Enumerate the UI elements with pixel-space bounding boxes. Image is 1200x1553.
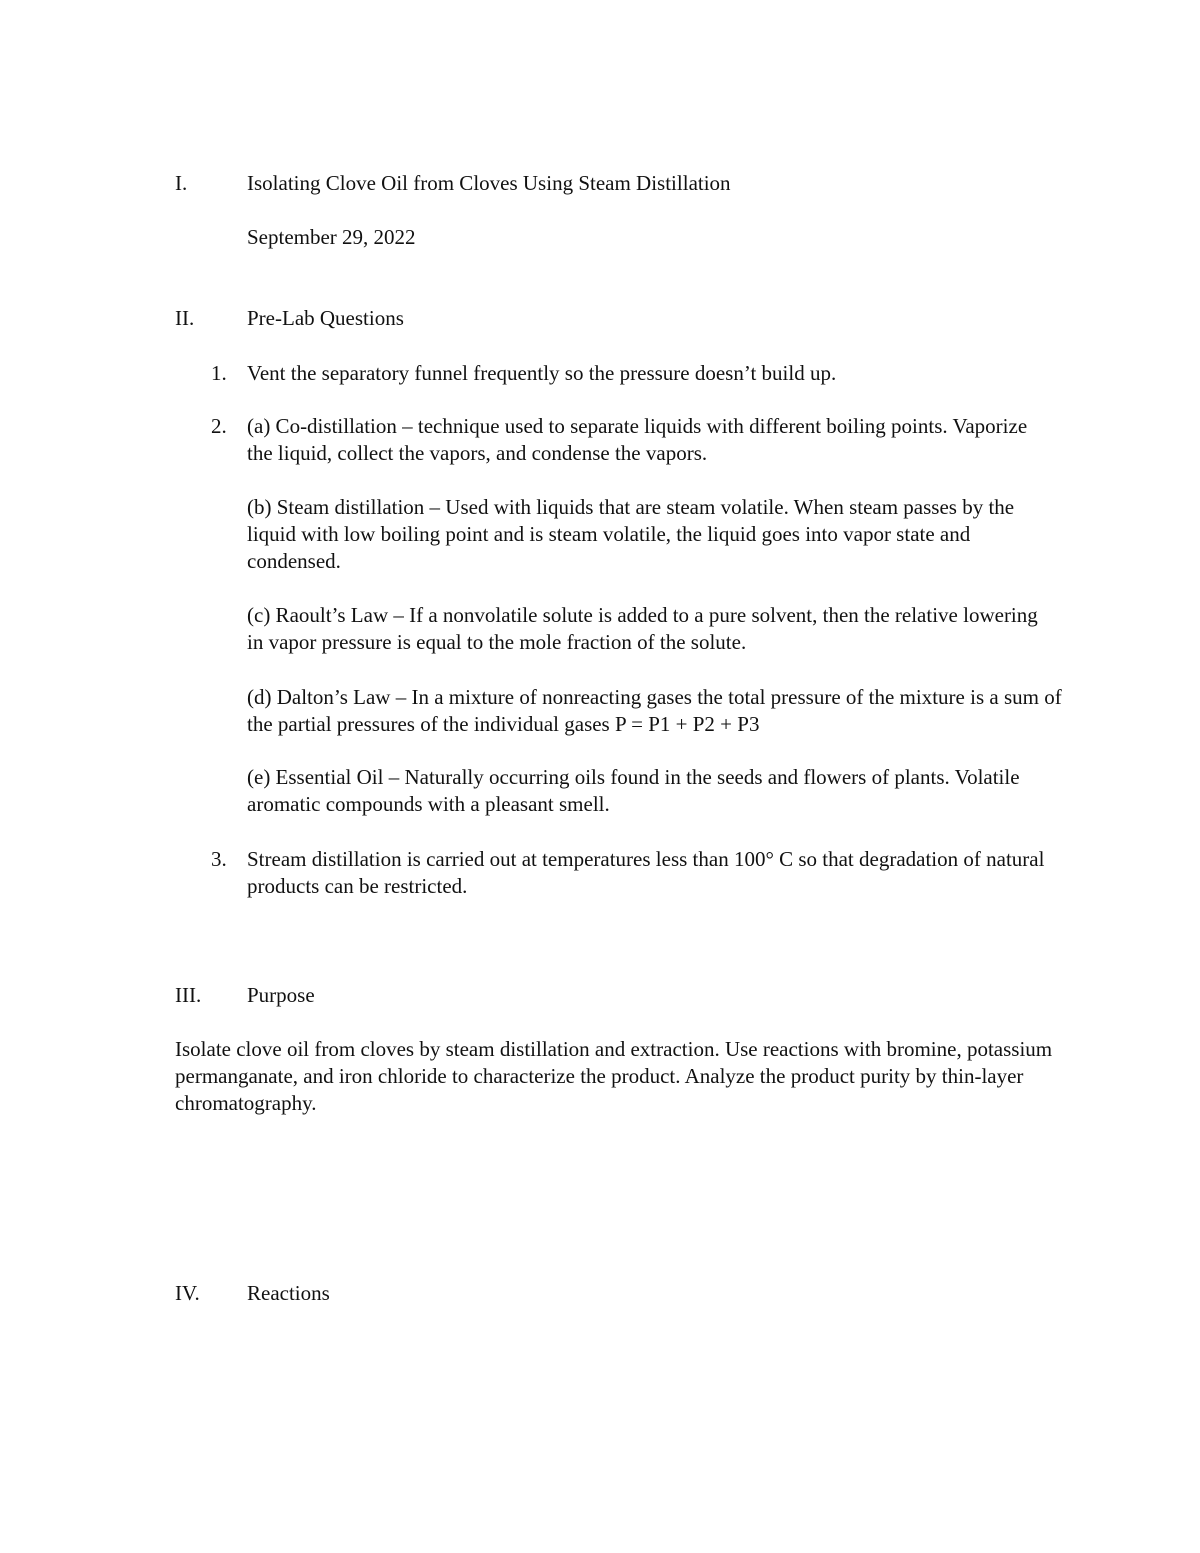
question-1-answer: Vent the separatory funnel frequently so the pressure doesn’t build up. <box>247 361 837 385</box>
section-4-numeral: IV. <box>175 1281 200 1305</box>
question-2-number: 2. <box>211 414 227 438</box>
question-3-number: 3. <box>211 847 227 871</box>
section-2-numeral: II. <box>175 306 195 330</box>
question-2b-answer: (b) Steam distillation – Used with liquids that are steam volatile. When steam passes by the liquid with low boiling point and is steam volatile, the liquid goes into vapor state and condensed. <box>247 495 1015 573</box>
section-3-title: Purpose <box>247 983 315 1007</box>
section-1-title: Isolating Clove Oil from Cloves Using Steam Distillation <box>247 171 731 195</box>
question-2d-answer: (d) Dalton’s Law – In a mixture of nonreacting gases the total pressure of the mixture is a sum of the partial pressures of the individual gases P = P1 + P2 + P3 <box>247 685 1062 736</box>
question-2e-answer: (e) Essential Oil – Naturally occurring oils found in the seeds and flowers of plants. Volatile aromatic compounds with a pleasant smell. <box>247 765 1020 816</box>
section-3-numeral: III. <box>175 983 202 1007</box>
section-4-title: Reactions <box>247 1281 330 1305</box>
question-2c-answer: (c) Raoult’s Law – If a nonvolatile solute is added to a pure solvent, then the relative lowering in vapor pressure is equal to the mole fraction of the solute. <box>247 603 1038 654</box>
section-2-title: Pre-Lab Questions <box>247 306 404 330</box>
purpose-paragraph: Isolate clove oil from cloves by steam distillation and extraction. Use reactions with bromine, potassium permanganate, and iron chloride to characterize the product. Analyze the product purity by thin-layer chromatography. <box>175 1037 1053 1115</box>
report-date: September 29, 2022 <box>247 225 416 249</box>
question-2a-answer: (a) Co-distillation – technique used to separate liquids with different boiling points. Vaporize the liquid, collect the vapors, and condense the vapors. <box>247 414 1028 465</box>
question-1-number: 1. <box>211 361 227 385</box>
question-3-answer: Stream distillation is carried out at temperatures less than 100° C so that degradation of natural products can be restricted. <box>247 847 1045 898</box>
section-1-numeral: I. <box>175 171 188 195</box>
